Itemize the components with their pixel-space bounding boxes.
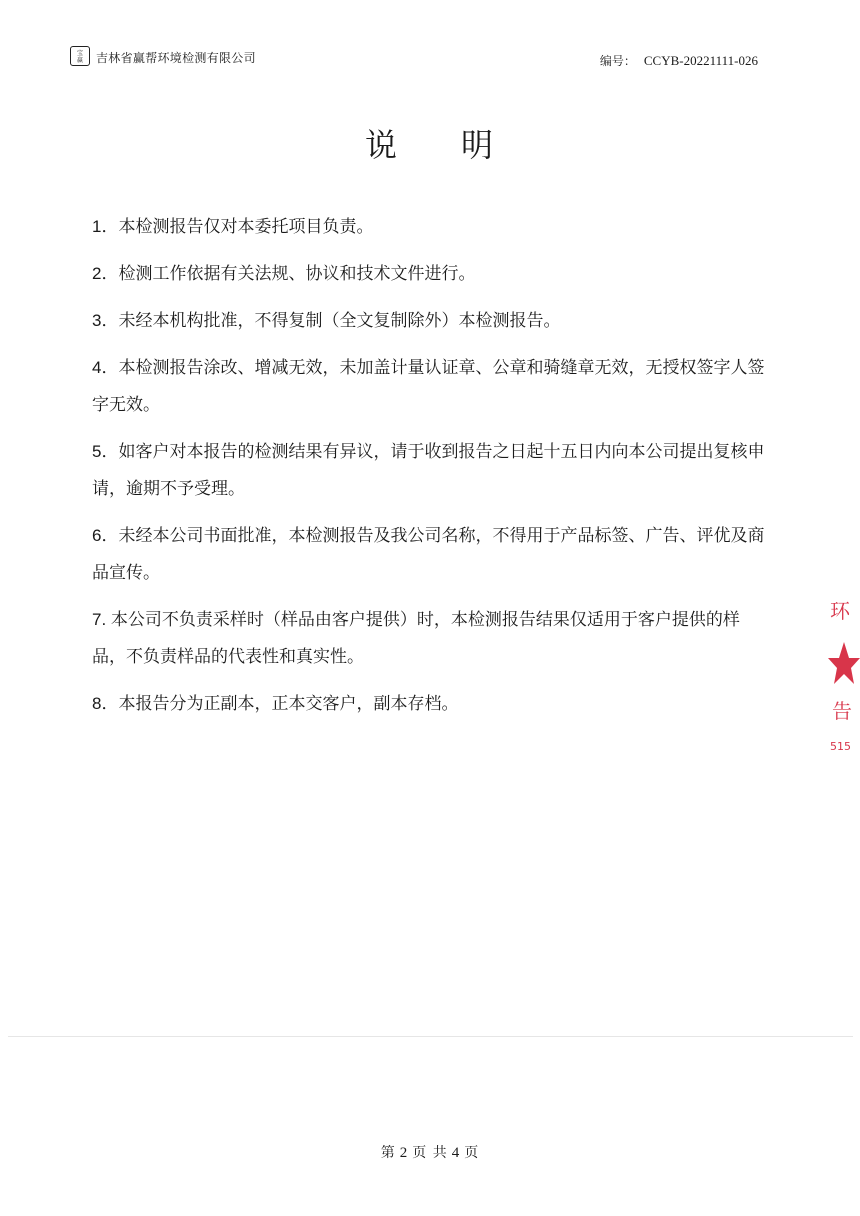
report-number-value: CCYB-20221111-026 [643, 53, 758, 68]
page-prefix: 第 [380, 1145, 396, 1161]
item-number: 4． [92, 358, 119, 377]
notes-list [92, 208, 772, 732]
seal-graphic [818, 590, 860, 765]
item-number: 1． [92, 217, 119, 236]
report-number [600, 52, 758, 69]
item-number: 2． [92, 264, 119, 283]
item-text: 本报告分为正副本，正本交客户，副本存档。 [118, 694, 459, 714]
red-seal-fragment [818, 590, 860, 765]
page-header [70, 46, 758, 70]
list-item [92, 517, 772, 592]
logo-text: 宝 [76, 50, 84, 57]
current-page: 2 [399, 1145, 409, 1161]
item-text: 本公司不负责采样时（样品由客户提供）时，本检测报告结果仅适用于客户提供的样品，不负责样品的代表性和真实性。 [92, 610, 740, 667]
item-text: 未经本机构批准，不得复制（全文复制除外）本检测报告。 [118, 311, 561, 331]
seal-text-top: 环 [830, 599, 850, 623]
list-item [92, 208, 772, 246]
item-text: 本检测报告涂改、增减无效，未加盖计量认证章、公章和骑缝章无效，无授权签字人签字无效。 [92, 358, 765, 415]
item-number: 7. [92, 610, 111, 629]
report-number-label: 编号： [599, 54, 636, 68]
footer-divider [8, 1036, 853, 1037]
item-number: 5． [92, 442, 119, 461]
item-text: 检测工作依据有关法规、协议和技术文件进行。 [118, 264, 476, 284]
page-number [0, 1142, 860, 1162]
company-logo-icon [70, 46, 90, 66]
page-middle: 页 共 [412, 1145, 448, 1161]
logo-mark [73, 49, 87, 63]
list-item [92, 255, 772, 293]
item-number: 8． [92, 694, 119, 713]
item-number: 6． [92, 526, 119, 545]
item-text: 本检测报告仅对本委托项目负责。 [118, 217, 374, 237]
list-item [92, 302, 772, 340]
list-item [92, 349, 772, 424]
seal-text-bottom: 告 [832, 699, 852, 723]
item-text: 未经本公司书面批准，本检测报告及我公司名称，不得用于产品标签、广告、评优及商品宣传。 [92, 526, 765, 583]
title-char-1: 说 [364, 126, 399, 164]
total-pages: 4 [451, 1145, 461, 1161]
page-suffix: 页 [464, 1145, 480, 1161]
list-item [92, 433, 772, 508]
logo-text-2: 赢 [76, 57, 84, 63]
item-text: 如客户对本报告的检测结果有异议，请于收到报告之日起十五日内向本公司提出复核申请，逾期不予受理。 [92, 442, 765, 499]
page-title [0, 120, 860, 166]
seal-star-icon [828, 642, 860, 684]
company-name: 吉林省赢帮环境检测有限公司 [96, 51, 256, 65]
list-item [92, 601, 772, 676]
list-item [92, 685, 772, 723]
item-number: 3． [92, 311, 119, 330]
seal-digits: 515 [830, 740, 851, 753]
title-char-2: 明 [461, 126, 496, 164]
